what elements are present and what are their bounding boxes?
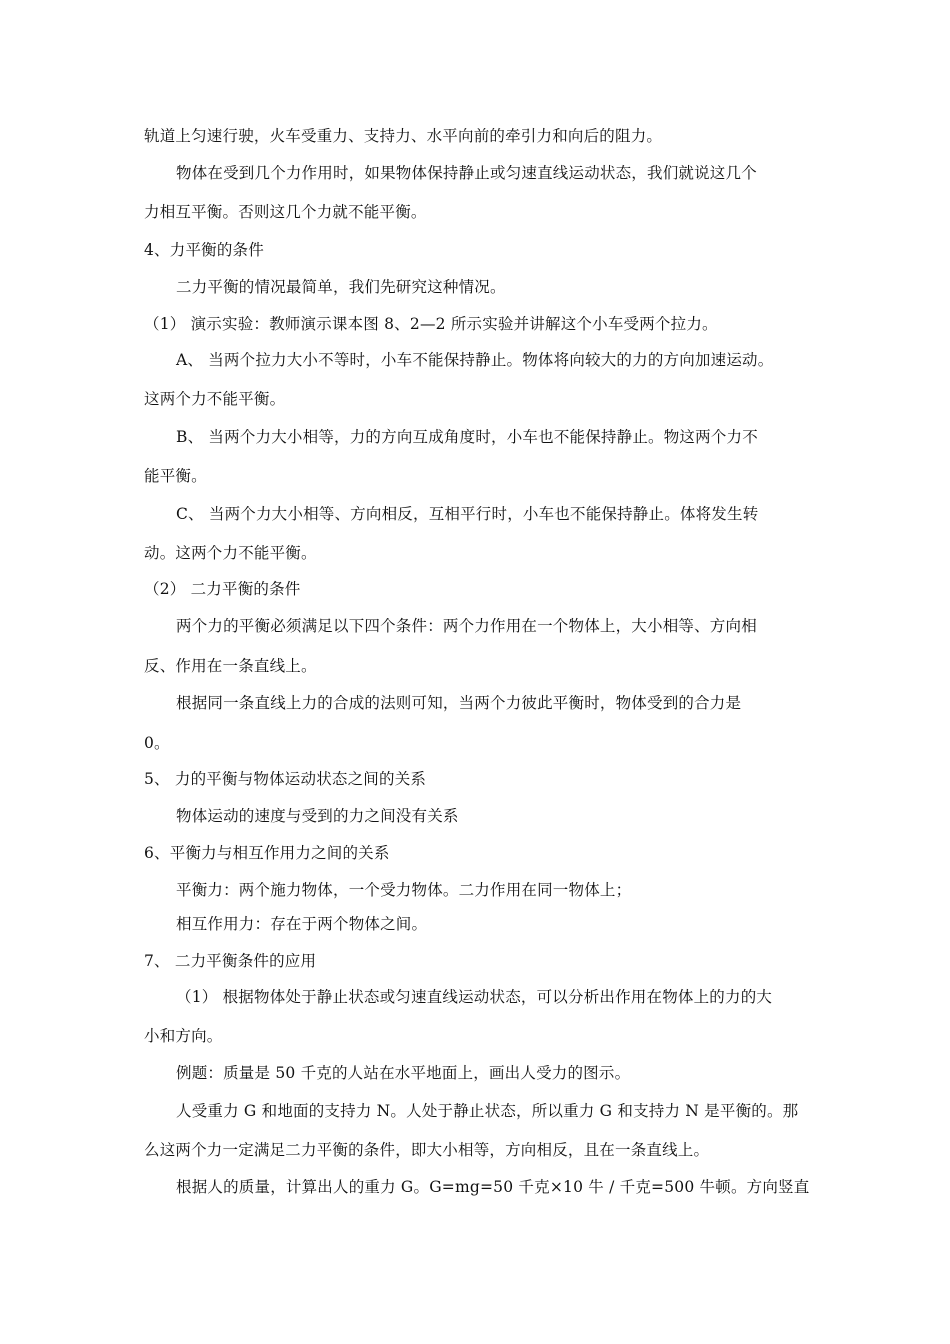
text-line: 动。这两个力不能平衡。 [144, 544, 317, 562]
text-line: 物体在受到几个力作用时，如果物体保持静止或匀速直线运动状态，我们就说这几个 [176, 164, 757, 182]
text-line: 相互作用力：存在于两个物体之间。 [176, 915, 428, 933]
subsection-heading: （2） 二力平衡的条件 [144, 580, 301, 598]
text-line: 例题：质量是 50 千克的人站在水平地面上，画出人受力的图示。 [176, 1064, 631, 1082]
text-line: 轨道上匀速行驶，火车受重力、支持力、水平向前的牵引力和向后的阻力。 [144, 127, 663, 145]
text-line: A、 当两个拉力大小不等时，小车不能保持静止。物体将向较大的力的方向加速运动。 [176, 351, 774, 369]
text-line: 反、作用在一条直线上。 [144, 657, 317, 675]
text-line: 力相互平衡。否则这几个力就不能平衡。 [144, 203, 427, 221]
text-line: 能平衡。 [144, 467, 207, 485]
text-line: 平衡力：两个施力物体，一个受力物体。二力作用在同一物体上； [176, 881, 632, 899]
section-heading: 7、 二力平衡条件的应用 [144, 952, 317, 970]
text-line: 物体运动的速度与受到的力之间没有关系 [176, 807, 459, 825]
section-heading: 4、力平衡的条件 [144, 241, 264, 259]
section-heading: 5、 力的平衡与物体运动状态之间的关系 [144, 770, 427, 788]
text-line: （1） 演示实验：教师演示课本图 8、2—2 所示实验并讲解这个小车受两个拉力。 [144, 315, 718, 333]
text-line: 根据同一条直线上力的合成的法则可知，当两个力彼此平衡时，物体受到的合力是 [176, 694, 742, 712]
text-line: 么这两个力一定满足二力平衡的条件，即大小相等，方向相反，且在一条直线上。 [144, 1141, 710, 1159]
section-heading: 6、平衡力与相互作用力之间的关系 [144, 844, 390, 862]
text-line: B、 当两个力大小相等，力的方向互成角度时，小车也不能保持静止。物这两个力不 [176, 428, 758, 446]
text-line: 这两个力不能平衡。 [144, 390, 286, 408]
text-line: 两个力的平衡必须满足以下四个条件：两个力作用在一个物体上，大小相等、方向相 [176, 617, 757, 635]
text-line: 人受重力 G 和地面的支持力 N。人处于静止状态，所以重力 G 和支持力 N 是平衡的。那 [176, 1102, 799, 1120]
text-line: 0。 [144, 734, 170, 752]
text-line: 小和方向。 [144, 1027, 223, 1045]
text-line: C、 当两个力大小相等、方向相反，互相平行时，小车也不能保持静止。体将发生转 [176, 505, 759, 523]
text-line: （1） 根据物体处于静止状态或匀速直线运动状态，可以分析出作用在物体上的力的大 [176, 988, 773, 1006]
text-line: 二力平衡的情况最简单，我们先研究这种情况。 [176, 278, 506, 296]
text-line: 根据人的质量，计算出人的重力 G。G=mg=50 千克×10 牛 / 千克=500 牛顿。方向竖直 [176, 1178, 810, 1196]
